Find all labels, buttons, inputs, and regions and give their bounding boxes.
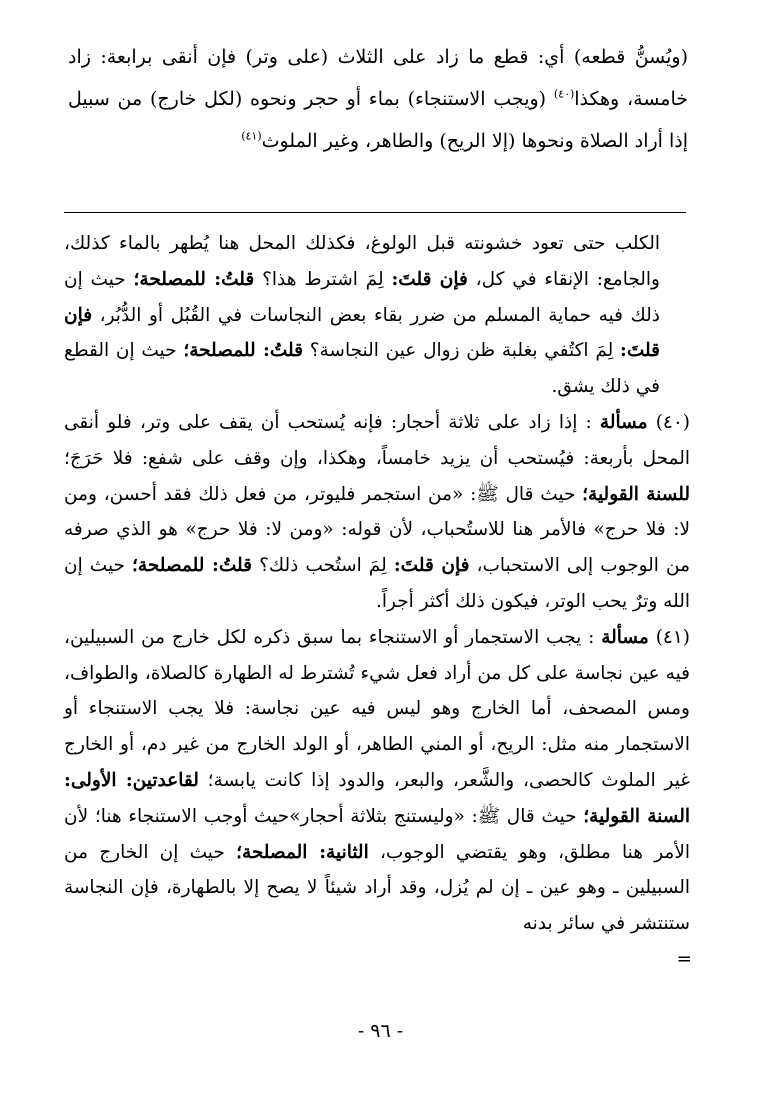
footnote-continuation: [64, 226, 692, 405]
footnote-divider: [64, 212, 686, 213]
cont-text-2: لِمَ اشترط هذا؟: [254, 268, 392, 290]
footnotes-section: [64, 226, 692, 978]
cont-text-1: الكلب حتى تعود خشونته قبل الولوغ، فكذلك المحل هنا يُطهر بالماء كذلك، والجامع: الإنقاء في كل،: [64, 233, 660, 290]
continuation-mark: =: [676, 948, 692, 970]
footnote-41-text-1: : يجب الاستجمار أو الاستنجاء بما سبق ذكره لكل خارج من السبيلين، فيه عين نجاسة على كل من أراد فعل شيء تُشترط له الطهارة كالصلاة، والطواف، ومس المصحف، أما الخارج وهو ليس فيه عين نجاسة: فلا يجب الاستنجاء أو الاستجمار منه مثل: الريح، أو المني الطاهر، أو الولد الخارج من غير دم، أو الخارج غير الملوث كالحصى، والشَّعر، والبعر، والدود إذا كانت يابسة؛: [64, 626, 690, 791]
footnote-41-label: مسألة: [601, 626, 649, 648]
footnote-40-text-4: حيث إن الله وترٌ يحب الوتر، فيكون ذلك أكثر أجراً.: [64, 555, 690, 612]
footnote-40-text-3: لِمَ استُحب ذلك؟: [252, 555, 394, 577]
cont-bold-3: فإن قلتَ:: [64, 304, 660, 362]
footnote-40-number: (٤٠): [655, 411, 690, 433]
page-number: - ٩٦ -: [357, 1020, 404, 1042]
footnote-40-bold-1: للسنة القولية؛: [582, 483, 690, 505]
footnote-40: [64, 405, 692, 620]
footnote-41-text-3: حيث إن الخارج من السبيلين ـ وهو عين ـ إن لم يُزل، وقد أراد شيئاً لا يصح إلا بالطهارة، فإن النجاسة ستنتشر في سائر بدنه: [64, 841, 690, 935]
footnote-41-bold-1: لقاعدتين: الأولى: السنة القولية؛: [64, 769, 690, 827]
main-text-part2: (ويجب الاستنجاء) بماء أو حجر ونحوه (لكل خارج) من سبيل إذا أراد الصلاة ونحوها (إلا الريح) والطاهر، وغير الملوث: [68, 88, 688, 152]
cont-text-5: حيث إن القطع في ذلك يشق.: [64, 340, 660, 398]
main-text-part1: (ويُسنُّ قطعه) أي: قطع ما زاد على الثلاث (على وتر) فإن أنقى برابعة: زاد خامسة، وهكذا: [68, 46, 688, 110]
footnote-41-number: (٤١): [655, 626, 690, 648]
cont-bold-4: قلتُ: للمصلحة؛: [183, 340, 303, 362]
footnote-ref-41[interactable]: (٤١): [241, 129, 262, 143]
footnote-40-bold-2: فإن قلتَ:: [393, 555, 470, 577]
footnote-40-text-2: حيث قال ﷺ: «من استجمر فليوتر، من فعل ذلك فقد أحسن، ومن لا: فلا حرج» فالأمر هنا للاستُحباب، لأن قوله: «ومن لا: فلا حرج» هو الذي صرفه من الوجوب إلى الاستحباب،: [64, 483, 690, 577]
footnote-41-bold-2: الثانية: المصلحة؛: [236, 841, 369, 863]
footnote-40-bold-3: قلتُ: للمصلحة؛: [132, 555, 252, 577]
cont-text-4: لِمَ اكتُفي بغلبة ظن زوال عين النجاسة؟: [302, 340, 621, 362]
footnote-ref-40[interactable]: (٤٠): [553, 87, 575, 101]
footnote-40-label: مسألة: [599, 411, 648, 433]
footnote-41: [64, 620, 692, 942]
footnote-41-text-2: حيث قال ﷺ: «وليستنج بثلاثة أحجار»حيث أوجب الاستنجاء هنا؛ لأن الأمر هنا مطلق، وهو يقتضي الوجوب،: [64, 805, 691, 863]
cont-bold-2: قلتُ: للمصلحة؛: [133, 268, 255, 290]
footnote-40-text-1: : إذا زاد على ثلاثة أحجار: فإنه يُستحب أن يقف على وتر، فلو أنقى المحل بأربعة: فيُستحب أن يزيد خامساً، وهكذا، وإن وقف على شفع: فلا حَرَجَ؛: [64, 411, 690, 469]
cont-bold-1: فإن قلتَ:: [391, 268, 468, 290]
cont-text-3: حيث إن ذلك فيه حماية المسلم من ضرر بقاء بعض النجاسات في القُبُل أو الدُّبُر،: [64, 268, 660, 326]
main-text: [68, 36, 688, 162]
